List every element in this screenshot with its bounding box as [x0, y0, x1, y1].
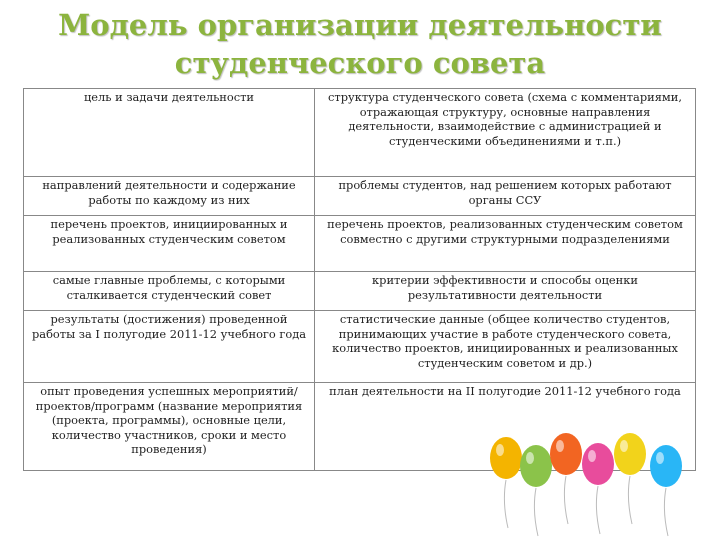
balloon-highlight — [588, 450, 596, 462]
balloon — [550, 433, 582, 475]
table-row — [24, 216, 696, 272]
table-cell-left: цель и задачи деятельности — [24, 89, 315, 177]
balloon-string — [664, 488, 668, 536]
balloon-string — [596, 486, 600, 534]
balloon-string — [534, 488, 538, 536]
table-cell-right: план деятельности на II полугодие 2011-12 учебного года — [315, 383, 696, 471]
table-cell-right: структура студенческого совета (схема с комментариями, отражающая структуру, основные направления деятельности, взаимодействие с администрацией и студенческими объединениями и т.п.) — [315, 89, 696, 177]
balloon-highlight — [620, 440, 628, 452]
balloon — [582, 443, 614, 485]
table-cell-left: результаты (достижения) проведенной работы за I полугодие 2011-12 учебного года — [24, 311, 315, 383]
table-cell-left: перечень проектов, инициированных и реализованных студенческим советом — [24, 216, 315, 272]
balloon-group — [490, 433, 682, 536]
balloon-highlight — [656, 452, 664, 464]
table-row — [24, 177, 696, 216]
balloon-highlight — [556, 440, 564, 452]
table-row — [24, 89, 696, 177]
slide-title-line-1: Модель организации деятельности — [58, 8, 662, 42]
balloons-illustration — [480, 432, 700, 540]
table-cell-right: проблемы студентов, над решением которых работают органы ССУ — [315, 177, 696, 216]
balloon-string — [504, 480, 508, 528]
table-cell-left: направлений деятельности и содержание работы по каждому из них — [24, 177, 315, 216]
table-row — [24, 272, 696, 311]
balloon-highlight — [496, 444, 504, 456]
table-cell-left: опыт проведения успешных мероприятий/проектов/программ (название мероприятия (проекта, программы), основные цели, количество участников, сроки и место проведения) — [24, 383, 315, 471]
balloon — [490, 437, 522, 479]
balloon-string — [564, 476, 568, 524]
balloon — [650, 445, 682, 487]
content-table — [23, 88, 696, 471]
balloon — [614, 433, 646, 475]
table-cell-right: статистические данные (общее количество студентов, принимающих участие в работе студенческого совета, количество проектов, инициированных и реализованных студенческим советом и др.) — [315, 311, 696, 383]
table-row — [24, 311, 696, 383]
slide-title-line-2: студенческого совета — [174, 46, 546, 80]
table-cell-right: критерии эффективности и способы оценки результативности деятельности — [315, 272, 696, 311]
balloon — [520, 445, 552, 487]
balloon-highlight — [526, 452, 534, 464]
table-cell-left: самые главные проблемы, с которыми сталкивается студенческий совет — [24, 272, 315, 311]
table-cell-right: перечень проектов, реализованных студенческим советом совместно с другими структурными подразделениями — [315, 216, 696, 272]
balloon-string — [628, 476, 632, 524]
slide-title — [0, 6, 720, 82]
